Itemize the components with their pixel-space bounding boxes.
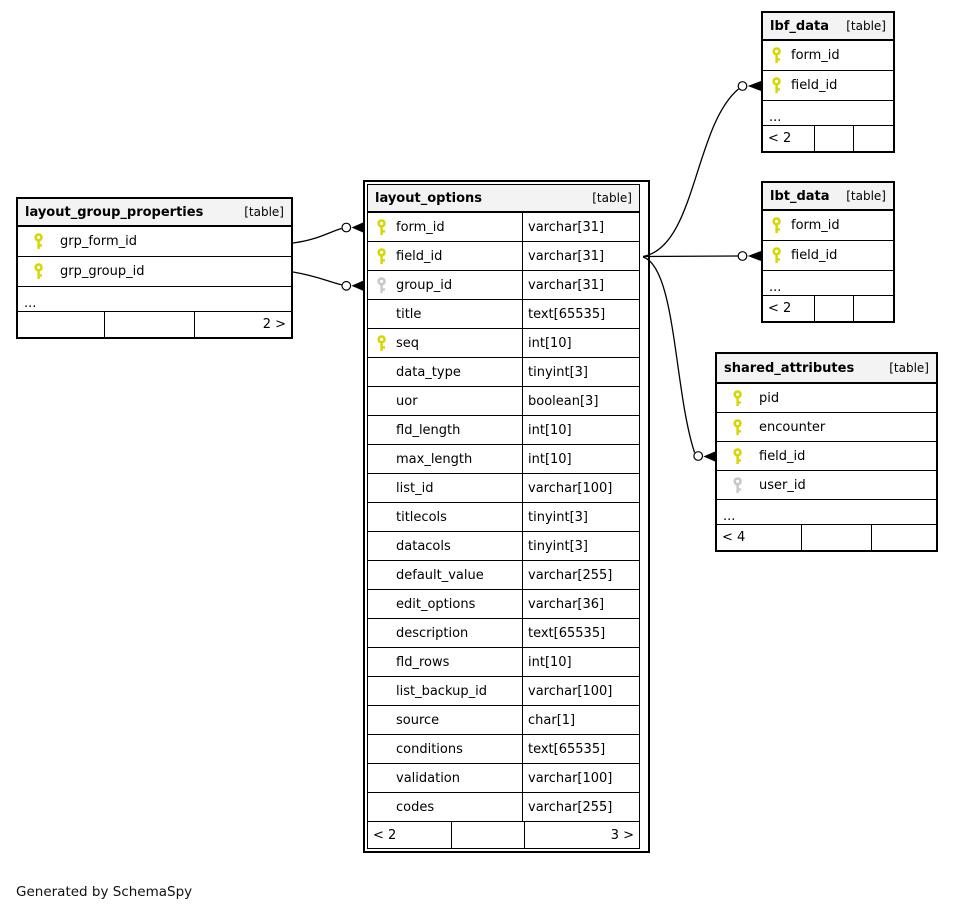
column-row	[368, 532, 639, 561]
primary-key-icon	[377, 219, 387, 236]
footer-cell	[18, 312, 105, 337]
generated-by-note: Generated by SchemaSpy	[16, 884, 193, 900]
column-name: field_id	[759, 448, 806, 464]
column-name: default_value	[396, 567, 484, 583]
column-type: text[65535]	[528, 625, 606, 641]
column-type: varchar[31]	[528, 248, 605, 264]
column-row	[18, 257, 291, 287]
column-name: fld_length	[396, 422, 461, 438]
crowfoot-circle	[694, 452, 703, 461]
column-name: fld_rows	[396, 654, 450, 670]
column-row	[368, 416, 639, 445]
column-row	[368, 329, 639, 358]
relationship-line-grp_form_id	[293, 229, 342, 244]
footer-parents-count: < 4	[717, 525, 802, 550]
column-name: source	[396, 712, 440, 728]
column-type: tinyint[3]	[528, 509, 589, 525]
column-name: max_length	[396, 451, 473, 467]
relationship-line-lbt_data	[643, 256, 738, 257]
column-row	[717, 384, 936, 413]
footer-cell	[854, 126, 893, 151]
column-type: text[65535]	[528, 741, 606, 757]
column-row	[368, 242, 639, 271]
column-row	[763, 241, 893, 271]
table-footer	[717, 525, 936, 550]
footer-parents-count: < 2	[368, 822, 452, 848]
footer-cell	[854, 296, 893, 321]
column-name: grp_form_id	[60, 234, 138, 249]
table-name-link[interactable]: shared_attributes	[724, 360, 855, 376]
primary-key-icon	[34, 263, 44, 280]
table-footer	[763, 126, 893, 151]
arrowhead-icon	[352, 281, 364, 291]
column-row	[368, 474, 639, 503]
table-name-link[interactable]: layout_options	[375, 190, 483, 206]
column-row	[368, 271, 639, 300]
column-name: description	[396, 625, 469, 641]
column-row	[368, 735, 639, 764]
column-row	[368, 445, 639, 474]
primary-key-icon	[772, 247, 782, 264]
primary-key-icon	[34, 233, 44, 250]
primary-key-icon	[733, 390, 743, 407]
column-type: varchar[31]	[528, 219, 605, 235]
column-row	[368, 648, 639, 677]
column-name: uor	[396, 393, 418, 409]
table-header	[763, 13, 893, 41]
column-type: int[10]	[528, 422, 572, 438]
table-tag: [table]	[846, 189, 886, 203]
primary-key-icon	[772, 77, 782, 94]
footer-parents-count: < 2	[763, 296, 815, 321]
relationship-line-shared_attributes	[643, 257, 695, 453]
table-tag: [table]	[889, 361, 929, 375]
column-name: list_id	[396, 480, 434, 496]
column-row	[368, 300, 639, 329]
primary-key-icon	[772, 217, 782, 234]
crowfoot-circle	[342, 223, 351, 232]
table-layout_group_properties	[16, 197, 293, 339]
table-tag: [table]	[846, 19, 886, 33]
column-name: seq	[396, 335, 420, 351]
column-row	[368, 706, 639, 735]
column-row	[717, 413, 936, 442]
hidden-columns-ellipsis: ...	[763, 271, 893, 296]
column-row	[763, 211, 893, 241]
column-row	[368, 619, 639, 648]
footer-parents-count: < 2	[763, 126, 815, 151]
column-name: field_id	[396, 248, 443, 264]
column-type: varchar[255]	[528, 567, 613, 583]
crowfoot-circle	[738, 82, 747, 91]
footer-children-count: 2 >	[262, 317, 286, 332]
column-row	[18, 227, 291, 257]
table-header	[368, 185, 639, 213]
crowfoot-circle	[342, 282, 351, 291]
column-row	[368, 764, 639, 793]
hidden-columns-ellipsis: ...	[18, 287, 291, 312]
arrowhead-icon	[748, 251, 761, 261]
column-name: list_backup_id	[396, 683, 487, 699]
column-name: form_id	[396, 219, 445, 235]
table-footer	[368, 822, 639, 848]
column-type: varchar[100]	[528, 480, 613, 496]
column-row	[368, 358, 639, 387]
column-type: int[10]	[528, 451, 572, 467]
column-row	[368, 793, 639, 822]
table-tag: [table]	[244, 205, 284, 219]
column-name: edit_options	[396, 596, 476, 612]
table-footer	[763, 296, 893, 321]
footer-cell	[802, 525, 872, 550]
column-name: codes	[396, 799, 435, 815]
column-name: titlecols	[396, 509, 447, 525]
column-name: group_id	[396, 277, 453, 293]
table-name-link[interactable]: layout_group_properties	[25, 204, 204, 220]
column-type: tinyint[3]	[528, 538, 589, 554]
table-footer	[18, 312, 291, 337]
column-type: varchar[36]	[528, 596, 605, 612]
column-name: title	[396, 306, 422, 322]
index-key-icon	[377, 277, 387, 294]
column-row	[763, 41, 893, 71]
primary-key-icon	[377, 335, 387, 352]
column-type: char[1]	[528, 712, 576, 728]
footer-cell	[872, 525, 936, 550]
table-lbf_data	[761, 11, 895, 153]
column-type: int[10]	[528, 335, 572, 351]
column-name: form_id	[791, 218, 840, 233]
table-header	[18, 199, 291, 227]
column-type: varchar[100]	[528, 770, 613, 786]
column-type: varchar[255]	[528, 799, 613, 815]
primary-key-icon	[733, 419, 743, 436]
column-name: datacols	[396, 538, 451, 554]
column-name: user_id	[759, 477, 806, 493]
column-name: pid	[759, 390, 780, 406]
table-shared_attributes	[715, 352, 938, 552]
primary-key-icon	[772, 47, 782, 64]
column-name: field_id	[791, 248, 838, 263]
hidden-columns-ellipsis: ...	[717, 500, 936, 525]
column-type: tinyint[3]	[528, 364, 589, 380]
column-row	[717, 442, 936, 471]
arrowhead-icon	[352, 223, 364, 233]
table-tag: [table]	[592, 191, 632, 205]
hidden-columns-ellipsis: ...	[763, 101, 893, 126]
column-type: boolean[3]	[528, 393, 599, 409]
column-name: data_type	[396, 364, 461, 380]
column-type: text[65535]	[528, 306, 606, 322]
column-row	[368, 590, 639, 619]
column-type: int[10]	[528, 654, 572, 670]
relationship-line-lbf_data	[643, 89, 739, 257]
column-row	[368, 503, 639, 532]
column-row	[368, 213, 639, 242]
arrowhead-icon	[703, 452, 715, 462]
column-type: varchar[31]	[528, 277, 605, 293]
footer-children-count: 3 >	[610, 827, 634, 843]
column-name: form_id	[791, 48, 840, 63]
footer-cell	[815, 126, 854, 151]
crowfoot-circle	[738, 252, 747, 261]
relationship-line-grp_group_id	[293, 272, 342, 285]
column-row	[368, 677, 639, 706]
table-lbt_data	[761, 181, 895, 323]
primary-key-icon	[733, 448, 743, 465]
column-name: grp_group_id	[60, 264, 145, 279]
index-key-icon	[733, 477, 743, 494]
column-name: validation	[396, 770, 461, 786]
footer-cell	[815, 296, 854, 321]
column-row	[763, 71, 893, 101]
table-name-link[interactable]: lbt_data	[770, 188, 830, 204]
column-row	[368, 387, 639, 416]
table-header	[717, 354, 936, 384]
table-name-link[interactable]: lbf_data	[770, 18, 829, 34]
arrowhead-icon	[748, 81, 761, 91]
column-row	[368, 561, 639, 590]
primary-key-icon	[377, 248, 387, 265]
column-type: varchar[100]	[528, 683, 613, 699]
table-layout_options	[363, 180, 650, 853]
column-name: field_id	[791, 78, 838, 93]
table-header	[763, 183, 893, 211]
footer-cell	[452, 822, 525, 848]
footer-cell	[105, 312, 195, 337]
column-name: encounter	[759, 419, 826, 435]
column-row	[717, 471, 936, 500]
column-name: conditions	[396, 741, 463, 757]
